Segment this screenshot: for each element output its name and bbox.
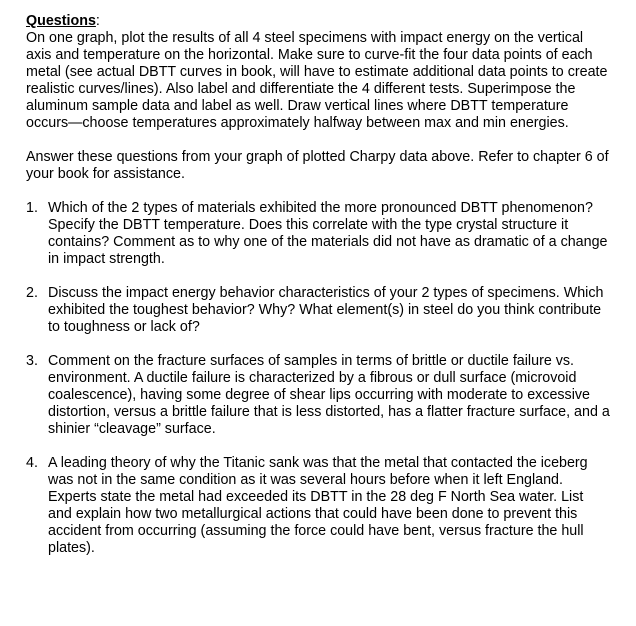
question-text: Discuss the impact energy behavior characteristics of your 2 types of specimens. Which exhibited the toughest behavior? Why? What element(s) in steel do you think contribute to toughness or lack of? (48, 285, 604, 335)
question-number: 2. (26, 285, 38, 301)
question-text: Comment on the fracture surfaces of samples in terms of brittle or ductile failure vs. environment. A ductile failure is characterized by a fibrous or dull surface (microvoid coalescence), having some degree of shear lips occurring with moderate to excessive distortion, versus a brittle failure that is less distorted, has a flatter fracture surface, and a shinier “cleavage” surface. (48, 353, 610, 437)
list-item (26, 200, 610, 268)
question-text: A leading theory of why the Titanic sank was that the metal that contacted the iceberg was not in the same condition as it was several hours before when it left England. Experts state the metal had exceeded its DBTT in the 28 deg F North Sea water. List and explain how two metallurgical actions that could have been done to prevent this accident from occurring (assuming the force could have bent, versus fracture the hull plates). (48, 455, 588, 556)
list-item (26, 353, 610, 438)
questions-heading: Questions (26, 13, 96, 29)
document (26, 13, 610, 574)
question-number: 1. (26, 200, 38, 216)
question-text: Which of the 2 types of materials exhibited the more pronounced DBTT phenomenon? Specify the DBTT temperature. Does this correlate with the type crystal structure it contains? Comment as to why one of the materials did not have as dramatic of a change in impact strength. (48, 200, 608, 267)
questions-section (26, 13, 610, 132)
intro-paragraph: On one graph, plot the results of all 4 steel specimens with impact energy on the vertical axis and temperature on the horizontal. Make sure to curve-fit the four data points of each metal (see actual DBTT curves in book, will have to estimate additional data points to create realistic curves/lines). Also label and differentiate the 4 different tests. Superimpose the aluminum sample data and label as well. Draw vertical lines where DBTT temperature occurs—choose temperatures approximately halfway between max and min energies. (26, 30, 608, 131)
question-number: 3. (26, 353, 38, 369)
list-item (26, 455, 610, 557)
question-list (26, 200, 610, 557)
questions-heading-colon: : (95, 13, 100, 29)
list-item (26, 285, 610, 336)
question-number: 4. (26, 455, 38, 471)
answer-instructions: Answer these questions from your graph of plotted Charpy data above. Refer to chapter 6 of your book for assistance. (26, 149, 609, 182)
